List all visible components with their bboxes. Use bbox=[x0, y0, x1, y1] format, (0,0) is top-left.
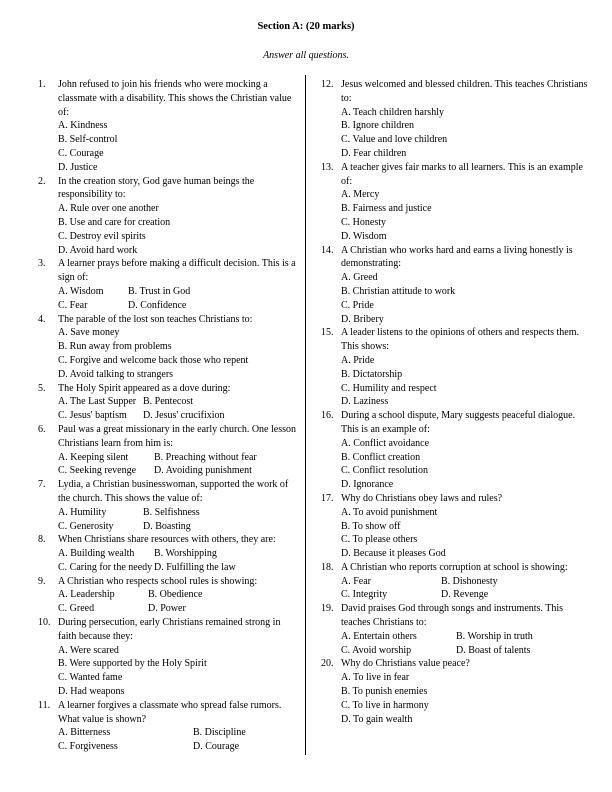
answer-option[interactable]: A. Leadership bbox=[58, 589, 115, 601]
answer-option[interactable]: D. Courage bbox=[193, 741, 240, 753]
question-text: Lydia, a Christian businesswoman, supported the work of the church. This shows the value of: bbox=[58, 479, 289, 504]
answer-option[interactable]: B. Use and care for creation bbox=[58, 216, 171, 228]
option-row bbox=[58, 726, 300, 740]
answer-option[interactable]: B. Were supported by the Holy Spirit bbox=[58, 658, 207, 670]
question-text: During persecution, early Christians remained strong in faith because they: bbox=[58, 617, 281, 642]
question-number: 10. bbox=[38, 617, 51, 629]
answer-option[interactable]: C. Avoid worship bbox=[341, 644, 412, 656]
question-item bbox=[38, 257, 300, 312]
option-row bbox=[58, 451, 300, 465]
answer-option[interactable]: A. Pride bbox=[341, 354, 375, 366]
answer-option[interactable]: C. Destroy evil spirits bbox=[58, 230, 146, 242]
question-item bbox=[38, 382, 300, 423]
answer-option[interactable]: C. Conflict resolution bbox=[341, 465, 428, 477]
answer-option[interactable]: B. Conflict creation bbox=[341, 451, 421, 463]
question-number: 2. bbox=[38, 175, 46, 187]
option-row bbox=[58, 395, 300, 409]
question-item bbox=[38, 78, 300, 175]
option-row bbox=[341, 588, 593, 602]
question-item bbox=[38, 175, 300, 258]
answer-option[interactable]: C. Jesus' baptism bbox=[58, 410, 127, 422]
question-item bbox=[321, 78, 593, 161]
answer-option[interactable]: B. Worship in truth bbox=[456, 630, 533, 642]
question-number: 8. bbox=[38, 534, 46, 546]
question-number: 12. bbox=[321, 79, 334, 90]
question-number: 15. bbox=[321, 327, 334, 339]
answer-option[interactable]: A. Keeping silent bbox=[58, 451, 129, 463]
question-number: 20. bbox=[321, 658, 334, 670]
answer-option[interactable]: C. Forgiveness bbox=[58, 741, 118, 753]
question-item bbox=[321, 492, 593, 561]
question-item bbox=[38, 575, 300, 616]
answer-option[interactable]: A. Save money bbox=[58, 327, 120, 339]
question-text: The parable of the lost son teaches Christians to: bbox=[58, 313, 253, 325]
answer-option[interactable]: D. Laziness bbox=[341, 396, 389, 408]
answer-option[interactable]: B. Pentecost bbox=[143, 396, 193, 408]
answer-option[interactable]: D. Avoid hard work bbox=[58, 244, 138, 256]
question-number: 19. bbox=[321, 603, 334, 615]
question-item bbox=[321, 161, 593, 244]
answer-option[interactable]: A. Conflict avoidance bbox=[341, 437, 430, 449]
question-item bbox=[321, 657, 593, 726]
answer-option[interactable]: C. Greed bbox=[58, 603, 95, 615]
answer-option[interactable]: D. Avoiding punishment bbox=[154, 465, 252, 477]
answer-option[interactable]: D. Justice bbox=[58, 161, 98, 173]
answer-option[interactable]: C. Humility and respect bbox=[341, 382, 437, 394]
answer-option[interactable]: A. Fear bbox=[341, 575, 371, 587]
question-text: A Christian who reports corruption at school is showing: bbox=[341, 561, 568, 573]
option-row bbox=[341, 630, 593, 644]
answer-option[interactable]: D. To gain wealth bbox=[341, 713, 413, 725]
answer-option[interactable]: D. Fear children bbox=[341, 147, 407, 159]
question-number: 3. bbox=[38, 258, 46, 270]
answer-option[interactable]: C. Courage bbox=[58, 147, 104, 159]
question-item bbox=[38, 616, 300, 699]
section-title: Section A: (20 marks) bbox=[257, 21, 355, 32]
option-row bbox=[58, 588, 300, 602]
answer-option[interactable]: A. Bitterness bbox=[58, 727, 111, 739]
question-number: 13. bbox=[321, 161, 334, 173]
answer-option[interactable]: C. Pride bbox=[341, 299, 374, 311]
question-item bbox=[321, 602, 593, 657]
answer-option[interactable]: A. Greed bbox=[341, 272, 378, 284]
answer-option[interactable]: C. To live in harmony bbox=[341, 699, 429, 711]
question-item bbox=[321, 244, 593, 327]
option-row bbox=[58, 520, 300, 534]
option-row bbox=[58, 561, 300, 575]
question-number: 5. bbox=[38, 382, 46, 394]
question-item bbox=[38, 423, 300, 478]
answer-option[interactable]: B. Self-control bbox=[58, 134, 118, 146]
answer-option[interactable]: B. Christian attitude to work bbox=[341, 285, 456, 297]
question-text: In the creation story, God gave human beings the responsibility to: bbox=[58, 175, 255, 201]
question-text: A Christian who works hard and earns a living honestly is demonstrating: bbox=[341, 244, 573, 270]
option-row bbox=[58, 285, 300, 299]
answer-option[interactable]: A. The Last Supper bbox=[58, 396, 137, 408]
answer-option[interactable]: C. Seeking revenge bbox=[58, 465, 137, 477]
answer-option[interactable]: C. Honesty bbox=[341, 216, 386, 228]
answer-option[interactable]: A. Entertain others bbox=[341, 630, 417, 642]
option-row bbox=[58, 740, 300, 754]
question-text: A learner prays before making a difficult decision. This is a sign of: bbox=[58, 258, 296, 284]
question-number: 16. bbox=[321, 410, 334, 422]
question-item bbox=[321, 326, 593, 409]
answer-option[interactable]: D. Jesus' crucifixion bbox=[143, 410, 225, 422]
answer-option[interactable]: A. To avoid punishment bbox=[341, 506, 438, 518]
answer-option[interactable]: A. Building wealth bbox=[58, 548, 135, 560]
answer-option[interactable]: B. Run away from problems bbox=[58, 341, 172, 353]
question-item bbox=[38, 533, 300, 574]
answer-option[interactable]: C. Fear bbox=[58, 299, 88, 311]
answer-option[interactable]: B. Ignore children bbox=[341, 120, 415, 132]
question-number: 18. bbox=[321, 561, 334, 573]
answer-option[interactable]: D. Avoid talking to strangers bbox=[58, 368, 174, 380]
question-item bbox=[38, 313, 300, 382]
answer-option[interactable]: D. Bribery bbox=[341, 313, 384, 325]
option-row bbox=[58, 547, 300, 561]
question-number: 17. bbox=[321, 492, 334, 504]
answer-option[interactable]: D. Had weapons bbox=[58, 686, 125, 698]
left-question-column bbox=[38, 78, 300, 754]
option-row bbox=[58, 299, 300, 313]
question-text: Why do Christians obey laws and rules? bbox=[341, 492, 503, 504]
option-row bbox=[58, 506, 300, 520]
question-text: The Holy Spirit appeared as a dove during: bbox=[58, 382, 231, 394]
answer-option[interactable]: C. Caring for the needy bbox=[58, 561, 153, 573]
answer-option[interactable]: B. To punish enemies bbox=[341, 686, 428, 698]
answer-option[interactable]: A. Mercy bbox=[341, 189, 380, 201]
answer-option[interactable]: D. Because it pleases God bbox=[341, 548, 446, 560]
option-row bbox=[58, 409, 300, 423]
answer-option[interactable]: D. Boasting bbox=[143, 520, 191, 532]
question-text: David praises God through songs and instruments. This teaches Christians to: bbox=[341, 603, 564, 629]
answer-option[interactable]: D. Wisdom bbox=[341, 230, 387, 242]
answer-option[interactable]: B. Preaching without fear bbox=[154, 451, 257, 463]
question-text: A learner forgives a classmate who spread false rumors. What value is shown? bbox=[58, 699, 282, 725]
answer-option[interactable]: B. Discipline bbox=[193, 727, 246, 739]
question-number: 14. bbox=[321, 244, 334, 256]
answer-option[interactable]: A. Teach children harshly bbox=[341, 106, 444, 118]
answer-option[interactable]: A. Humility bbox=[58, 506, 107, 518]
question-number: 4. bbox=[38, 313, 46, 325]
question-text: A teacher gives fair marks to all learners. This is an example of: bbox=[341, 161, 583, 187]
answer-option[interactable]: A. Were scared bbox=[58, 644, 119, 656]
answer-option[interactable]: B. To show off bbox=[341, 520, 401, 532]
question-item bbox=[321, 409, 593, 492]
answer-option[interactable]: D. Ignorance bbox=[341, 479, 394, 491]
question-number: 6. bbox=[38, 423, 46, 435]
answer-option[interactable]: B. Fairness and justice bbox=[341, 203, 432, 215]
option-row bbox=[58, 464, 300, 478]
question-text: Jesus welcomed and blessed children. This teaches Christians to: bbox=[341, 79, 588, 104]
answer-option[interactable]: C. Value and love children bbox=[341, 134, 448, 146]
answer-option[interactable]: B. Worshipping bbox=[154, 548, 217, 560]
option-row bbox=[341, 575, 593, 589]
option-row bbox=[58, 602, 300, 616]
question-text: A Christian who respects school rules is showing: bbox=[58, 575, 258, 587]
question-text: A leader listens to the opinions of others and respects them. This shows: bbox=[341, 327, 580, 353]
question-number: 7. bbox=[38, 479, 46, 491]
question-text: John refused to join his friends who were mocking a classmate with a disability. This shows the Christian value of: bbox=[58, 79, 292, 118]
answer-option[interactable]: A. Wisdom bbox=[58, 285, 104, 297]
answer-option[interactable]: D. Revenge bbox=[441, 589, 489, 601]
answer-option[interactable]: B. Selfishness bbox=[143, 506, 200, 518]
answer-option[interactable]: D. Confidence bbox=[128, 299, 187, 311]
question-number: 1. bbox=[38, 79, 46, 90]
answer-option[interactable]: C. Wanted fame bbox=[58, 672, 123, 684]
option-row bbox=[341, 644, 593, 658]
answer-option[interactable]: D. Boast of talents bbox=[456, 644, 531, 656]
question-number: 11. bbox=[38, 699, 51, 711]
question-item bbox=[38, 699, 300, 754]
answer-option[interactable]: A. To live in fear bbox=[341, 672, 410, 684]
answer-option[interactable]: C. Integrity bbox=[341, 589, 388, 601]
answer-option[interactable]: D. Power bbox=[148, 603, 186, 615]
right-question-column bbox=[321, 78, 593, 726]
question-text: During a school dispute, Mary suggests peaceful dialogue. This is an example of: bbox=[341, 410, 576, 435]
answer-option[interactable]: D. Fulfilling the law bbox=[154, 561, 236, 573]
question-item bbox=[321, 561, 593, 602]
question-number: 9. bbox=[38, 575, 46, 587]
question-text: Paul was a great missionary in the early church. One lesson Christians learn from him is: bbox=[58, 423, 296, 449]
question-item bbox=[38, 478, 300, 533]
column-divider bbox=[305, 75, 306, 755]
answer-option[interactable]: B. Dictatorship bbox=[341, 368, 403, 380]
answer-option[interactable]: A. Rule over one another bbox=[58, 203, 159, 215]
question-text: When Christians share resources with others, they are: bbox=[58, 534, 276, 546]
answer-option[interactable]: C. Generosity bbox=[58, 520, 114, 532]
answer-option[interactable]: B. Dishonesty bbox=[441, 575, 498, 587]
answer-option[interactable]: C. Forgive and welcome back those who repent bbox=[58, 354, 249, 366]
question-text: Why do Christians value peace? bbox=[341, 658, 470, 670]
answer-option[interactable]: B. Obedience bbox=[148, 589, 203, 601]
answer-option[interactable]: B. Trust in God bbox=[128, 285, 191, 297]
answer-option[interactable]: A. Kindness bbox=[58, 120, 108, 132]
instruction-text: Answer all questions. bbox=[263, 50, 349, 61]
answer-option[interactable]: C. To please others bbox=[341, 534, 418, 546]
